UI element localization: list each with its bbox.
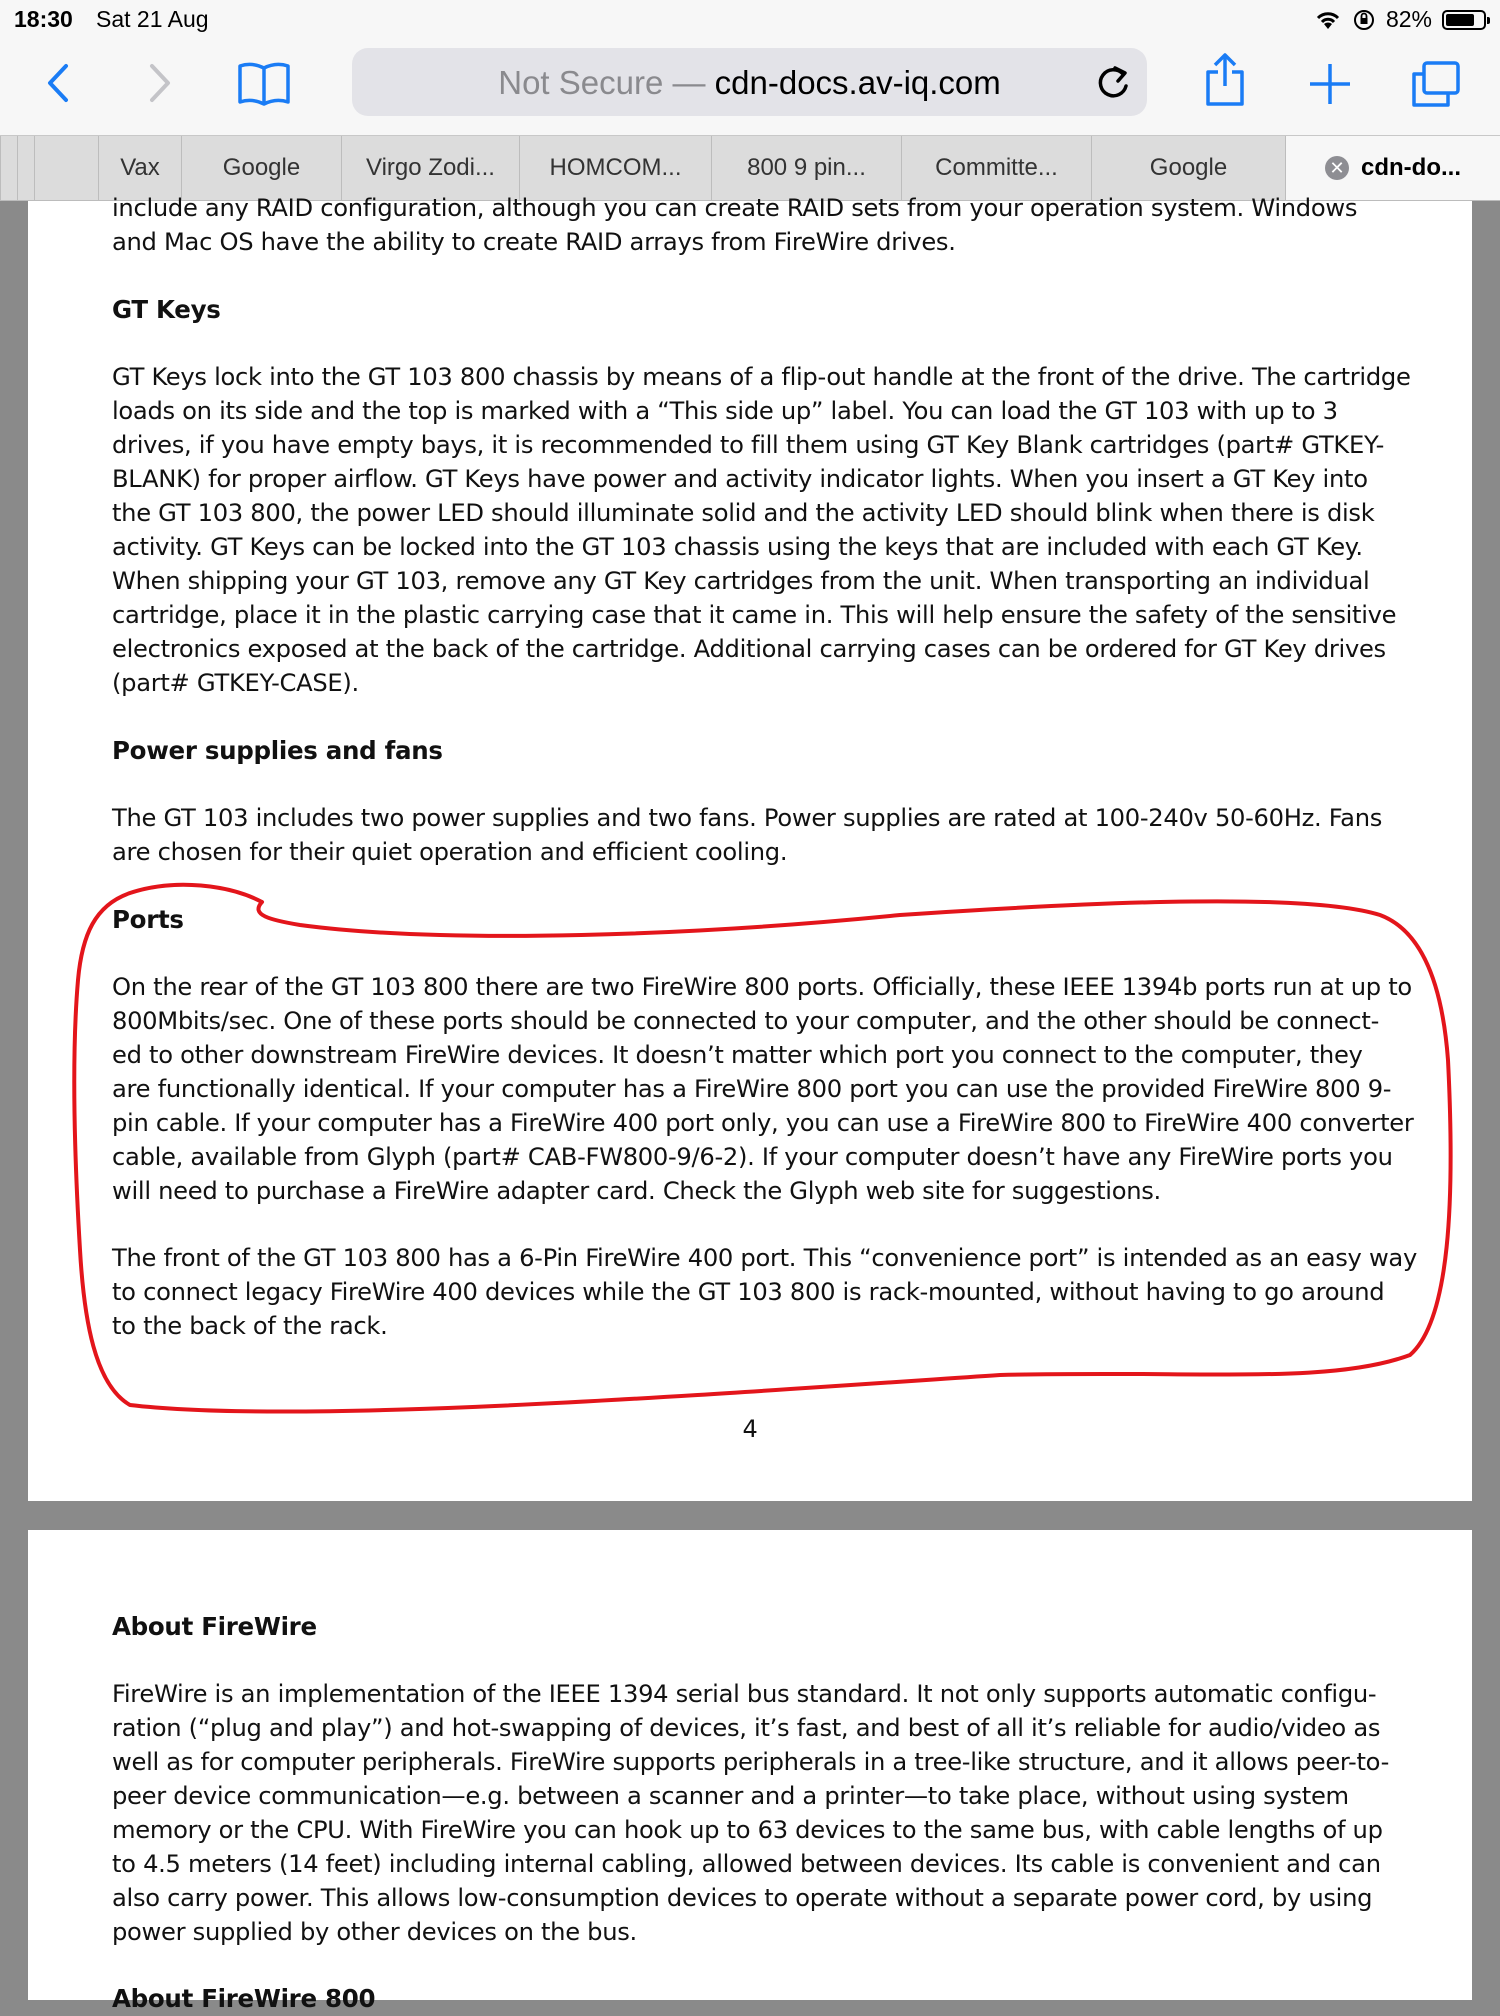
text-line: are functionally identical. If your computer has a FireWire 800 port you can use the provided FireWire 800 9- xyxy=(112,1075,1392,1103)
back-icon[interactable] xyxy=(44,62,72,104)
text-line: also carry power. This allows low-consumption devices to operate without a separate power cord, by using xyxy=(112,1884,1373,1912)
text-line: GT Keys lock into the GT 103 800 chassis by means of a flip-out handle at the front of the drive. The cartridge xyxy=(112,363,1411,391)
tab-label: Virgo Zodi... xyxy=(366,154,495,181)
browser-toolbar xyxy=(0,0,1500,135)
text-line: The front of the GT 103 800 has a 6-Pin FireWire 400 port. This “convenience port” is intended as an easy way xyxy=(112,1244,1417,1272)
text-line: well as for computer peripherals. FireWire supports peripherals in a tree-like structure, and it allows peer-to- xyxy=(112,1748,1390,1776)
page-number: 4 xyxy=(742,1415,758,1443)
intro-line: and Mac OS have the ability to create RAID arrays from FireWire drives. xyxy=(112,228,956,256)
text-line: FireWire is an implementation of the IEEE 1394 serial bus standard. It not only supports automatic configu- xyxy=(112,1680,1377,1708)
text-line: are chosen for their quiet operation and efficient cooling. xyxy=(112,838,788,866)
address-domain: cdn-docs.av-iq.com xyxy=(714,64,1001,101)
text-line: ed to other downstream FireWire devices. It doesn’t matter which port you connect to the computer, they xyxy=(112,1041,1363,1069)
text-line: cable, available from Glyph (part# CAB-FW800-9/6-2). If your computer doesn’t have any FireWire ports you xyxy=(112,1143,1393,1171)
text-line: the GT 103 800, the power LED should illuminate solid and the activity LED should blink when there is disk xyxy=(112,499,1375,527)
tab-label: cdn-do... xyxy=(1361,154,1461,181)
text-line: (part# GTKEY-CASE). xyxy=(112,669,359,697)
tab-label: HOMCOM... xyxy=(549,154,682,181)
tab-stack[interactable] xyxy=(34,136,98,200)
wifi-icon xyxy=(1314,9,1342,31)
status-time: 18:30 xyxy=(14,6,73,32)
text-line: The GT 103 includes two power supplies and two fans. Power supplies are rated at 100-240v 50-60Hz. Fans xyxy=(112,804,1383,832)
forward-icon[interactable] xyxy=(146,62,174,104)
tab-label: Vax xyxy=(120,154,160,181)
text-line: On the rear of the GT 103 800 there are two FireWire 800 ports. Officially, these IEEE 1394b ports run at up to xyxy=(112,973,1412,1001)
power-heading: Power supplies and fans xyxy=(112,736,443,765)
text-line: to the back of the rack. xyxy=(112,1312,388,1340)
text-line: to 4.5 meters (14 feet) including internal cabling, allowed between devices. Its cable is convenient and can xyxy=(112,1850,1381,1878)
bookmarks-icon[interactable] xyxy=(236,60,292,106)
text-line: peer device communication—e.g. between a scanner and a printer—to take place, without using system xyxy=(112,1782,1349,1810)
status-date: Sat 21 Aug xyxy=(96,6,209,32)
about-firewire-800-heading: About FireWire 800 xyxy=(112,1984,376,2013)
text-line: cartridge, place it in the plastic carrying case that it came in. This will help ensure the safety of the sensitive xyxy=(112,601,1397,629)
text-line: When shipping your GT 103, remove any GT Key cartridges from the unit. When transporting an individual xyxy=(112,567,1370,595)
text-line: to connect legacy FireWire 400 devices while the GT 103 800 is rack-mounted, without having to go around xyxy=(112,1278,1385,1306)
battery-icon xyxy=(1442,10,1486,30)
tab-label: Google xyxy=(1149,154,1228,181)
text-line: will need to purchase a FireWire adapter card. Check the Glyph web site for suggestions. xyxy=(112,1177,1161,1205)
text-line: power supplied by other devices on the bus. xyxy=(112,1918,637,1946)
reload-icon[interactable] xyxy=(1093,60,1133,104)
document-page-5 xyxy=(28,1530,1472,2013)
about-firewire-heading: About FireWire xyxy=(112,1612,317,1641)
text-line: 800Mbits/sec. One of these ports should be connected to your computer, and the other should be connect- xyxy=(112,1007,1380,1035)
orientation-lock-icon xyxy=(1352,8,1376,32)
tabs-overview-icon[interactable] xyxy=(1410,60,1462,108)
text-line: pin cable. If your computer has a FireWire 400 port only, you can use a FireWire 800 to FireWire 400 converter xyxy=(112,1109,1414,1137)
tab-label: Google xyxy=(222,154,301,181)
text-line: ration (“plug and play”) and hot-swapping of devices, it’s fast, and best of all it’s reliable for audio/video as xyxy=(112,1714,1381,1742)
status-bar xyxy=(0,0,1500,40)
close-tab-icon[interactable]: ✕ xyxy=(1325,156,1349,180)
address-bar[interactable] xyxy=(352,48,1147,116)
text-line: electronics exposed at the back of the cartridge. Additional carrying cases can be ordered for GT Key drives xyxy=(112,635,1386,663)
tab-label: Committe... xyxy=(935,154,1058,181)
ports-heading: Ports xyxy=(112,905,184,934)
security-label: Not Secure — xyxy=(498,64,706,101)
battery-percent: 82% xyxy=(1385,6,1432,32)
text-line: BLANK) for proper airflow. GT Keys have power and activity indicator lights. When you insert a GT Key into xyxy=(112,465,1368,493)
new-tab-icon[interactable] xyxy=(1308,62,1352,106)
tab-label: 800 9 pin... xyxy=(747,154,866,181)
intro-line: include any RAID configuration, although you can create RAID sets from your operation system. Windows xyxy=(112,194,1358,222)
gt-keys-heading: GT Keys xyxy=(112,295,221,324)
document-page-4 xyxy=(28,194,1472,1501)
text-line: memory or the CPU. With FireWire you can hook up to 63 devices to the same bus, with cable lengths of up xyxy=(112,1816,1383,1844)
tab-stack[interactable] xyxy=(17,136,34,200)
text-line: activity. GT Keys can be locked into the GT 103 chassis using the keys that are included with each GT Key. xyxy=(112,533,1363,561)
text-line: loads on its side and the top is marked with a “This side up” label. You can load the GT 103 with up to 3 xyxy=(112,397,1338,425)
text-line: drives, if you have empty bays, it is recommended to fill them using GT Key Blank cartridges (part# GTKEY- xyxy=(112,431,1384,459)
tab-stack[interactable] xyxy=(0,136,17,200)
share-icon[interactable] xyxy=(1204,52,1246,108)
